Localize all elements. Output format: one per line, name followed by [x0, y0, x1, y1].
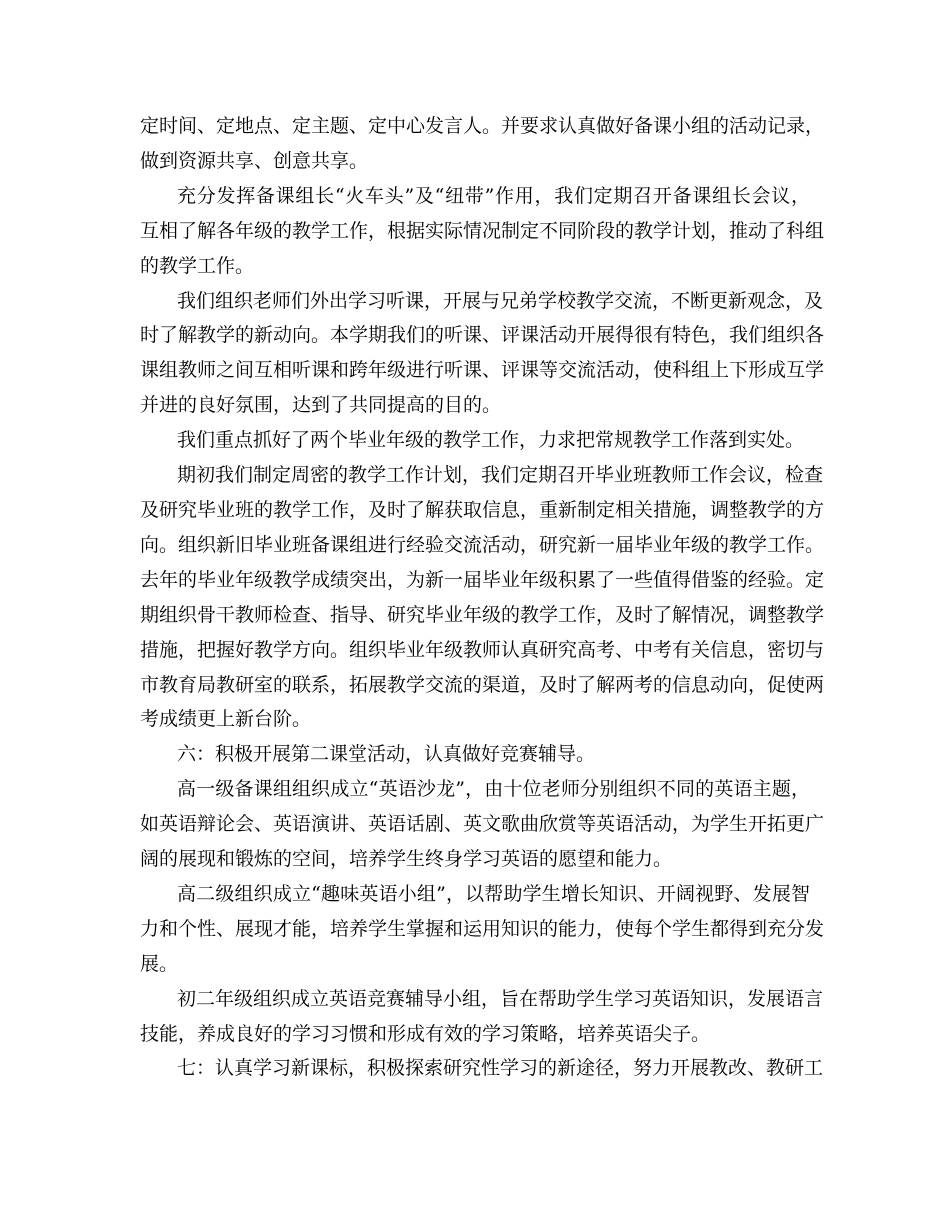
text-line: 去年的毕业年级教学成绩突出，为新一届毕业年级积累了一些值得借鉴的经验。定 — [140, 568, 825, 591]
text-line: 市教育局教研室的联系，拓展教学交流的渠道，及时了解两考的信息动向，促使两 — [140, 673, 825, 696]
text-line: 课组教师之间互相听课和跨年级进行听课、评课等交流活动，使科组上下形成互学 — [140, 359, 825, 382]
text-line: 初二年级组织成立英语竞赛辅导小组，旨在帮助学生学习英语知识，发展语言 — [177, 987, 824, 1010]
text-line: 我们重点抓好了两个毕业年级的教学工作，力求把常规教学工作落到实处。 — [177, 429, 805, 452]
text-line: 的教学工作。 — [140, 254, 255, 277]
text-line: 时了解教学的新动向。本学期我们的听课、评课活动开展得很有特色，我们组织各 — [140, 324, 825, 347]
text-line: 如英语辩论会、英语演讲、英语话剧、英文歌曲欣赏等英语活动，为学生开拓更广 — [140, 813, 825, 836]
text-line: 力和个性、展现才能，培养学生掌握和运用知识的能力，使每个学生都得到充分发 — [140, 917, 825, 940]
text-line: 并进的良好氛围，达到了共同提高的目的。 — [140, 394, 502, 417]
text-line: 六：积极开展第二课堂活动，认真做好竞赛辅导。 — [177, 743, 596, 766]
text-line: 期初我们制定周密的教学工作计划，我们定期召开毕业班教师工作会议，检查 — [177, 464, 824, 487]
text-line: 考成绩更上新台阶。 — [140, 708, 312, 731]
text-line: 我们组织老师们外出学习听课，开展与兄弟学校教学交流，不断更新观念，及 — [177, 289, 824, 312]
text-line: 措施，把握好教学方向。组织毕业年级教师认真研究高考、中考有关信息，密切与 — [140, 638, 825, 661]
text-line: 展。 — [140, 952, 179, 975]
text-line: 及研究毕业班的教学工作，及时了解获取信息，重新制定相关措施，调整教学的方 — [140, 498, 825, 521]
text-line: 充分发挥备课组长“火车头”及“纽带”作用，我们定期召开备课组长会议， — [177, 184, 810, 207]
document-body — [140, 109, 825, 1086]
text-line: 做到资源共享、创意共享。 — [140, 149, 369, 172]
text-line: 七：认真学习新课标，积极探索研究性学习的新途径，努力开展教改、教研工 — [177, 1057, 824, 1080]
text-line: 互相了解各年级的教学工作，根据实际情况制定不同阶段的教学计划，推动了科组 — [140, 219, 825, 242]
text-line: 向。组织新旧毕业班备课组进行经验交流活动，研究新一届毕业年级的教学工作。 — [140, 533, 825, 556]
text-line: 技能，养成良好的学习习惯和形成有效的学习策略，培养英语尖子。 — [140, 1022, 711, 1045]
text-line: 高二级组织成立“趣味英语小组”，以帮助学生增长知识、开阔视野、发展智 — [177, 882, 810, 905]
text-line: 阔的展现和锻炼的空间，培养学生终身学习英语的愿望和能力。 — [140, 848, 673, 871]
text-line: 期组织骨干教师检查、指导、研究毕业年级的教学工作，及时了解情况，调整教学 — [140, 603, 825, 626]
text-line: 高一级备课组组织成立“英语沙龙”，由十位老师分别组织不同的英语主题， — [177, 778, 810, 801]
text-line: 定时间、定地点、定主题、定中心发言人。并要求认真做好备课小组的活动记录， — [140, 115, 825, 137]
